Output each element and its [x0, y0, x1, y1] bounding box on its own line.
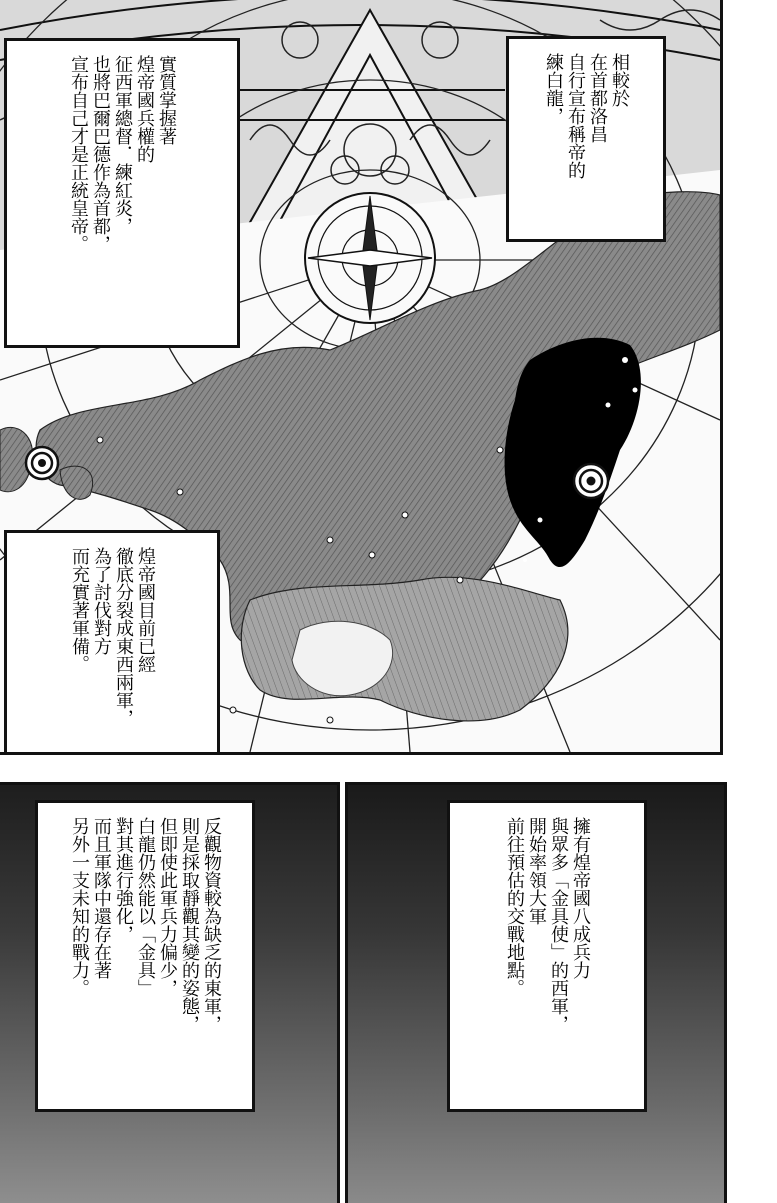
caption-line: 煌帝國兵權的 — [134, 55, 155, 163]
caption-line: 則是採取靜觀其變的姿態， — [179, 817, 200, 1033]
caption-line: 征西軍總督．練紅炎， — [112, 55, 133, 235]
compass-rose — [305, 193, 435, 323]
caption-line: 在首都洛昌 — [587, 53, 608, 143]
caption-line: 白龍仍然能以「金具」 — [135, 817, 156, 997]
caption-line: 也將巴爾巴德作為首都， — [90, 55, 111, 253]
caption-west-army-capital — [4, 38, 240, 348]
caption-line: 但即使此軍兵力偏少， — [157, 817, 178, 997]
caption-line: 反觀物資較為缺乏的東軍， — [201, 817, 222, 1033]
caption-west-army — [447, 800, 647, 1112]
caption-line: 而充實著軍備。 — [69, 547, 90, 673]
caption-line: 實質掌握著 — [156, 55, 177, 145]
caption-line: 自行宣布稱帝的 — [565, 53, 586, 179]
caption-line: 煌帝國目前已經 — [135, 547, 156, 673]
caption-line: 徹底分裂成東西兩軍， — [113, 547, 134, 727]
capital-east-marker — [574, 464, 608, 498]
caption-line: 練白龍， — [543, 53, 564, 125]
caption-line: 相較於 — [609, 53, 630, 107]
caption-east-army — [35, 800, 255, 1112]
caption-line: 宣布自己才是正統皇帝。 — [68, 55, 89, 253]
caption-line: 為了討伐對方 — [91, 547, 112, 655]
caption-hakuryuu-emperor — [506, 36, 666, 242]
caption-line: 開始率領大軍 — [526, 817, 547, 925]
caption-empire-split — [4, 530, 220, 755]
caption-line: 對其進行強化， — [113, 817, 134, 943]
caption-line: 而且軍隊中還存在著 — [91, 817, 112, 979]
caption-line: 前往預估的交戰地點。 — [504, 817, 525, 997]
capital-west-marker — [26, 447, 58, 479]
caption-line: 與眾多「金具使」的西軍， — [548, 817, 569, 1033]
caption-line: 擁有煌帝國八成兵力 — [570, 817, 591, 979]
caption-line: 另外一支未知的戰力。 — [69, 817, 90, 997]
